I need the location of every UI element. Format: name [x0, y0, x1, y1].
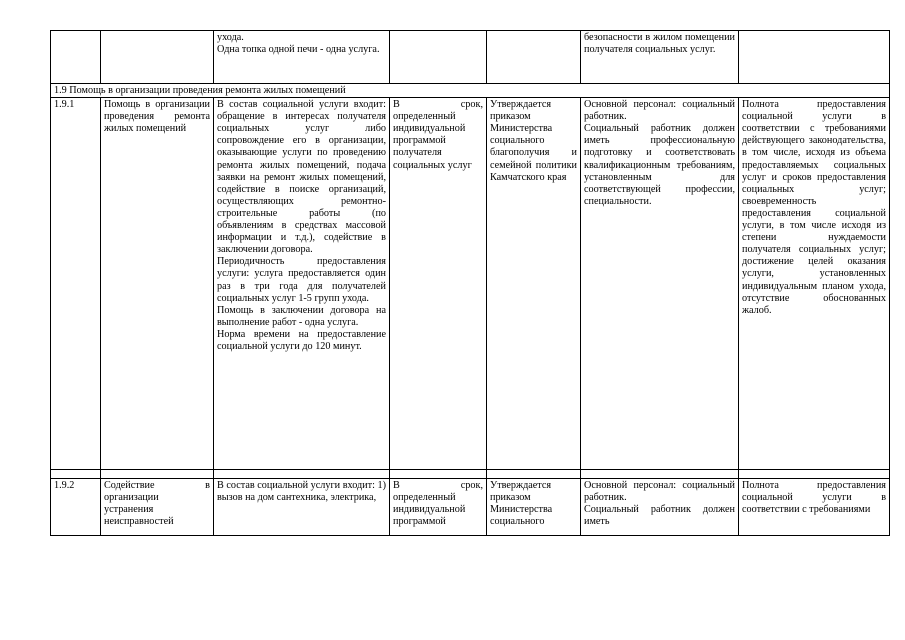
cell-content	[214, 479, 390, 536]
content-paragraph: Одна топка одной печи - одна услуга.	[217, 44, 380, 56]
cell-name: Содействие в организации устранения неисправностей	[101, 479, 214, 536]
content-paragraph: В состав социальной услуги входит: 1) вызов на дом сантехника, электрика,	[217, 480, 386, 504]
gap-cell	[51, 470, 101, 479]
cell-quality: Полнота предоставления социальной услуги в соответствии с требованиями	[739, 479, 890, 536]
gap-row	[51, 470, 890, 479]
content-paragraph: Помощь в заключении договора на выполнение работ - одна услуга.	[217, 304, 386, 328]
cell-num	[51, 31, 101, 84]
content-paragraph: В состав социальной услуги входит: обращение в интересах получателя социальных услуг либо сопровождение его в организации, оказывающие услуги по проведению ремонта жилых помещений, подача заявки на ремонт жилых помещений, содействие в поиске организаций, осуществляющих ремонтно-строительные работы (по объявлениям в средствах массовой информации и т.д.), содействие в заключении договора.	[217, 99, 386, 256]
gap-cell	[581, 470, 739, 479]
gap-cell	[101, 470, 214, 479]
conditions-paragraph: безопасности в жилом помещении получателя социальных услуг.	[584, 32, 735, 56]
services-table	[50, 30, 890, 536]
cell-name: Помощь в организации проведения ремонта жилых помещений	[101, 98, 214, 470]
conditions-paragraph: Основной персонал: социальный работник.	[584, 480, 735, 504]
cell-quality	[739, 31, 890, 84]
gap-cell	[487, 470, 581, 479]
cell-content	[214, 98, 390, 470]
table-row	[51, 98, 890, 470]
cell-num: 1.9.1	[51, 98, 101, 470]
cell-term	[390, 31, 487, 84]
section-title: 1.9 Помощь в организации проведения ремонта жилых помещений	[51, 84, 890, 98]
continuation-row	[51, 31, 890, 84]
cell-content	[214, 31, 390, 84]
content-paragraph: ухода.	[217, 32, 244, 43]
table-row	[51, 479, 890, 536]
cell-term: В срок, определенный индивидуальной программой получателя социальных услуг	[390, 98, 487, 470]
content-paragraph: Норма времени на предоставление социальной услуги до 120 минут.	[217, 328, 386, 352]
cell-tariff: Утверждается приказом Министерства социального благополучия и семейной политики Камчатского края	[487, 98, 581, 470]
gap-cell	[390, 470, 487, 479]
cell-conditions	[581, 479, 739, 536]
cell-term: В срок, определенный индивидуальной программой	[390, 479, 487, 536]
cell-tariff: Утверждается приказом Министерства социального	[487, 479, 581, 536]
cell-tariff	[487, 31, 581, 84]
conditions-paragraph: Социальный работник должен иметь профессиональную подготовку и соответствовать квалификационным требованиям, установленным для соответствующей профессии, специальности.	[584, 123, 735, 207]
conditions-paragraph: Социальный работник должен иметь	[584, 504, 735, 528]
cell-conditions	[581, 98, 739, 470]
content-paragraph: Периодичность предоставления услуги: услуга предоставляется один раз в три года для получателей социальных услуг 1-5 групп ухода.	[217, 256, 386, 304]
cell-quality: Полнота предоставления социальной услуги в соответствии с требованиями действующего законодательства, в том числе, исходя из объема предоставляемых социальных услуг и сроков предоставления социальных услуг; своевременность предоставления социальной услуги, в том числе исходя из степени нуждаемости получателя социальных услуг; достижение целей оказания услуги, установленных индивидуальным планом ухода, отсутствие обоснованных жалоб.	[739, 98, 890, 470]
conditions-paragraph: Основной персонал: социальный работник.	[584, 99, 735, 123]
cell-num: 1.9.2	[51, 479, 101, 536]
cell-name	[101, 31, 214, 84]
gap-cell	[214, 470, 390, 479]
cell-conditions	[581, 31, 739, 84]
section-row	[51, 84, 890, 98]
gap-cell	[739, 470, 890, 479]
